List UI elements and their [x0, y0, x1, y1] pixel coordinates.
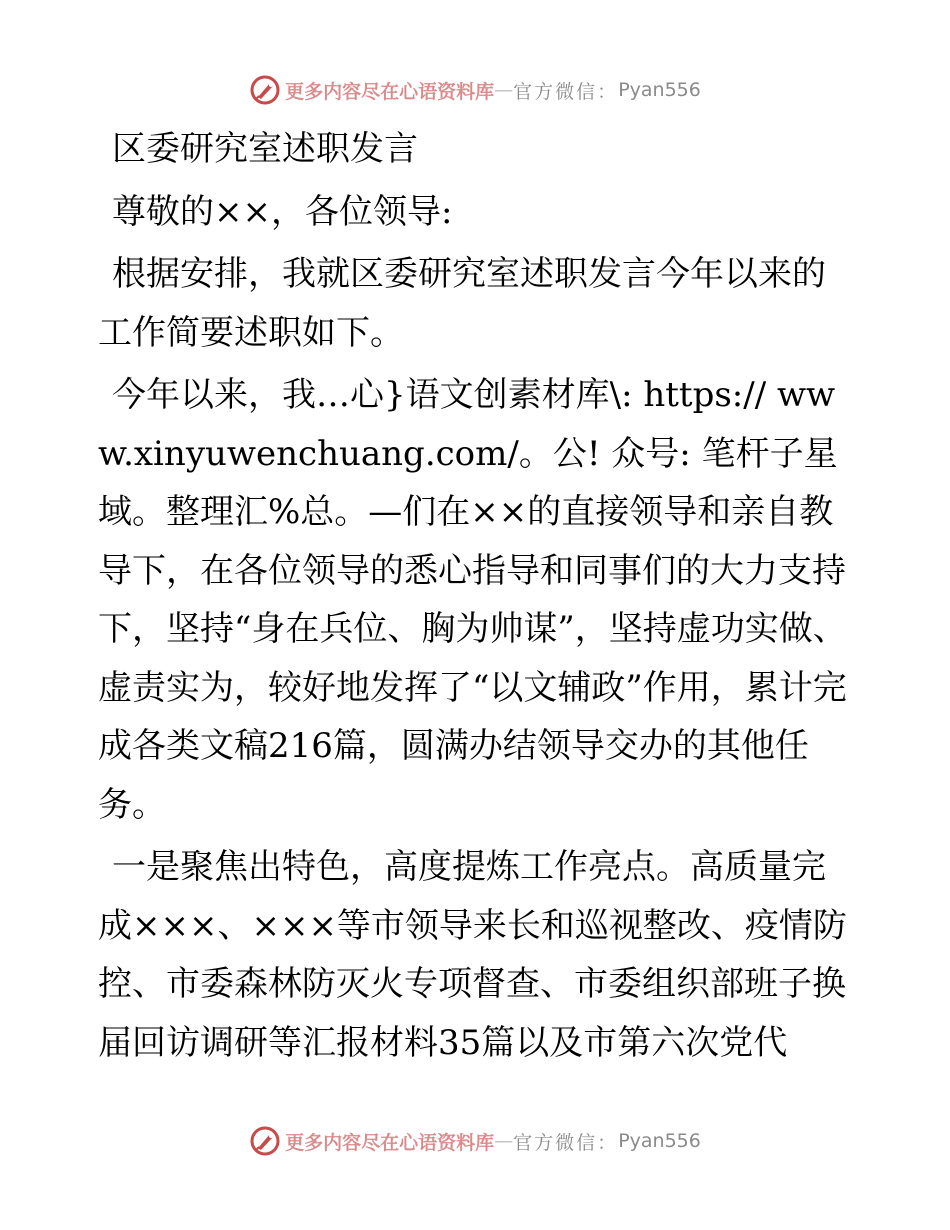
document-paragraph: 今年以来，我…心}语文创素材库\: https:// www.xinyuwenchuang.com/。公! 众号: 笔杆子星域。整理汇%总。—们在××的直接领导和亲自教导下，在各位领导的悉心指导和同事们的大力支持下，坚持“身在兵位、胸为帅谋”，坚持虚功实做、虚责实为，较好地发挥了“以文辅政”作用，累计完成各类文稿216篇，圆满办结领导交办的其他任务。	[98, 375, 847, 825]
watermark-wechat-id: Pyan556	[618, 1130, 701, 1152]
watermark-text: 更多内容尽在心语资料库	[285, 80, 495, 103]
watermark-wechat-label: 官方微信：	[513, 1131, 619, 1154]
watermark-text: 更多内容尽在心语资料库	[285, 1131, 495, 1154]
document-paragraph: 一是聚焦出特色，高度提炼工作亮点。高质量完成×××、×××等市领导来长和巡视整改、疫情防控、市委森林防灭火专项督查、市委组织部班子换届回访调研等汇报材料35篇以及市第六次党代	[98, 847, 847, 1063]
watermark-wechat-label: 官方微信：	[513, 80, 619, 103]
watermark-banner-bottom	[0, 1121, 950, 1161]
document-title: 区委研究室述职发言	[112, 129, 418, 169]
watermark-dash: —	[494, 79, 514, 101]
pen-nib-logo-icon	[249, 74, 281, 106]
watermark-banner-top	[0, 70, 950, 110]
document-body	[98, 120, 858, 1072]
watermark-dash: —	[494, 1130, 514, 1152]
watermark-wechat-id: Pyan556	[618, 79, 701, 101]
document-salutation: 尊敬的××，各位领导:	[112, 191, 453, 232]
pen-nib-logo-icon	[249, 1125, 281, 1157]
document-paragraph: 根据安排，我就区委研究室述职发言今年以来的工作简要述职如下。	[98, 254, 826, 353]
